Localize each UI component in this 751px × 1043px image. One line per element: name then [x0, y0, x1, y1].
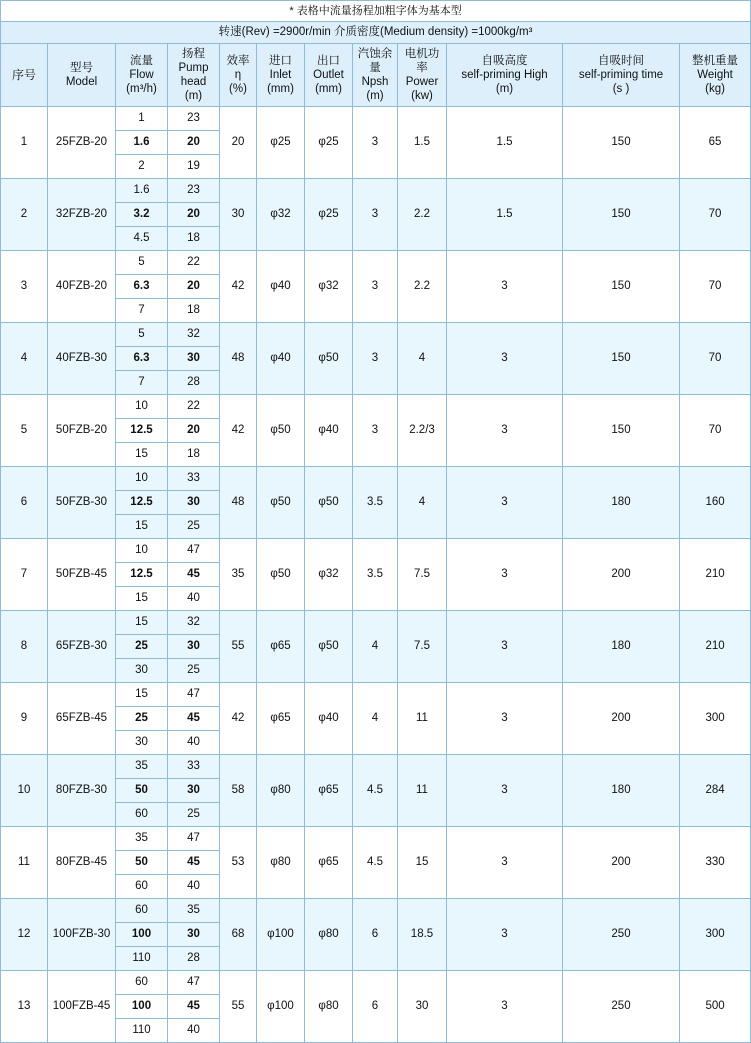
- cell-npsh: 3: [353, 106, 398, 178]
- cell-npsh: 3.5: [353, 466, 398, 538]
- cell-outlet: φ50: [305, 466, 353, 538]
- header-efficiency: [220, 43, 257, 106]
- cell-power: 1.5: [398, 106, 447, 178]
- cell-flow: 10: [116, 394, 168, 418]
- cell-flow: 6.3: [116, 346, 168, 370]
- cell-head: 45: [168, 994, 220, 1018]
- cell-model: 65FZB-45: [48, 682, 116, 754]
- cell-npsh: 3: [353, 250, 398, 322]
- cell-no: 10: [1, 754, 48, 826]
- cell-weight: 70: [680, 394, 751, 466]
- cell-priming-high: 3: [447, 322, 563, 394]
- cell-head: 25: [168, 658, 220, 682]
- header-power-en: Power: [405, 75, 439, 88]
- cell-flow: 100: [116, 922, 168, 946]
- cell-weight: 284: [680, 754, 751, 826]
- cell-head: 40: [168, 874, 220, 898]
- cell-flow: 60: [116, 898, 168, 922]
- cell-no: 5: [1, 394, 48, 466]
- cell-priming-time: 150: [563, 322, 680, 394]
- table-conditions-row: [1, 21, 751, 43]
- cell-flow: 10: [116, 538, 168, 562]
- header-weight: [680, 43, 751, 106]
- cell-head: 47: [168, 682, 220, 706]
- cell-npsh: 4.5: [353, 754, 398, 826]
- header-priming-time: [563, 43, 680, 106]
- cell-priming-high: 3: [447, 754, 563, 826]
- cell-flow: 12.5: [116, 490, 168, 514]
- cell-npsh: 3: [353, 178, 398, 250]
- cell-head: 35: [168, 898, 220, 922]
- cell-flow: 15: [116, 586, 168, 610]
- cell-flow: 15: [116, 514, 168, 538]
- table-row: [1, 754, 751, 778]
- cell-no: 2: [1, 178, 48, 250]
- cell-head: 25: [168, 802, 220, 826]
- cell-head: 40: [168, 586, 220, 610]
- cell-flow: 7: [116, 298, 168, 322]
- header-model-en: Model: [65, 75, 98, 88]
- cell-npsh: 4: [353, 610, 398, 682]
- cell-flow: 12.5: [116, 562, 168, 586]
- header-outlet-unit: (mm): [315, 82, 342, 95]
- cell-flow: 35: [116, 754, 168, 778]
- header-priming-high-cn: 自吸高度: [481, 54, 528, 67]
- cell-power: 4: [398, 466, 447, 538]
- cell-head: 33: [168, 466, 220, 490]
- cell-head: 45: [168, 706, 220, 730]
- cell-priming-time: 200: [563, 682, 680, 754]
- cell-flow: 25: [116, 706, 168, 730]
- cell-efficiency: 48: [220, 322, 257, 394]
- cell-no: 11: [1, 826, 48, 898]
- cell-priming-high: 3: [447, 538, 563, 610]
- cell-flow: 1.6: [116, 130, 168, 154]
- header-efficiency-cn: 效率: [226, 54, 250, 67]
- cell-head: 20: [168, 130, 220, 154]
- cell-head: 30: [168, 922, 220, 946]
- cell-outlet: φ40: [305, 394, 353, 466]
- header-inlet: [257, 43, 305, 106]
- cell-head: 20: [168, 202, 220, 226]
- cell-head: 18: [168, 442, 220, 466]
- cell-flow: 25: [116, 634, 168, 658]
- cell-priming-time: 250: [563, 970, 680, 1042]
- cell-weight: 300: [680, 898, 751, 970]
- cell-flow: 15: [116, 610, 168, 634]
- table-row: [1, 826, 751, 850]
- cell-power: 11: [398, 754, 447, 826]
- header-head-cn: 扬程: [182, 47, 205, 60]
- cell-inlet: φ80: [257, 754, 305, 826]
- cell-flow: 30: [116, 730, 168, 754]
- cell-inlet: φ32: [257, 178, 305, 250]
- header-priming-high-en: self-priming High: [461, 68, 548, 81]
- header-flow: [116, 43, 168, 106]
- cell-power: 2.2: [398, 178, 447, 250]
- cell-priming-high: 3: [447, 682, 563, 754]
- cell-flow: 50: [116, 850, 168, 874]
- cell-flow: 110: [116, 946, 168, 970]
- table-header-row: [1, 43, 751, 106]
- cell-weight: 70: [680, 322, 751, 394]
- cell-flow: 2: [116, 154, 168, 178]
- table-row: [1, 610, 751, 634]
- cell-head: 23: [168, 106, 220, 130]
- cell-head: 22: [168, 394, 220, 418]
- cell-no: 13: [1, 970, 48, 1042]
- cell-priming-high: 3: [447, 250, 563, 322]
- cell-inlet: φ50: [257, 538, 305, 610]
- cell-flow: 110: [116, 1018, 168, 1042]
- cell-flow: 100: [116, 994, 168, 1018]
- header-weight-cn: 整机重量: [692, 54, 739, 67]
- cell-npsh: 6: [353, 970, 398, 1042]
- cell-head: 40: [168, 730, 220, 754]
- header-priming-time-unit: (s ): [612, 82, 630, 95]
- cell-priming-time: 150: [563, 106, 680, 178]
- header-priming-high-unit: (m): [495, 82, 514, 95]
- cell-flow: 60: [116, 874, 168, 898]
- header-head-unit: (m): [184, 89, 203, 102]
- table-row: [1, 394, 751, 418]
- header-power: [398, 43, 447, 106]
- cell-priming-high: 1.5: [447, 178, 563, 250]
- cell-inlet: φ25: [257, 106, 305, 178]
- cell-flow: 1: [116, 106, 168, 130]
- cell-head: 47: [168, 538, 220, 562]
- cell-outlet: φ80: [305, 970, 353, 1042]
- header-head-en: Pump head: [178, 61, 209, 88]
- cell-power: 18.5: [398, 898, 447, 970]
- table-note-row: [1, 1, 751, 22]
- cell-efficiency: 58: [220, 754, 257, 826]
- cell-efficiency: 55: [220, 970, 257, 1042]
- cell-no: 3: [1, 250, 48, 322]
- cell-flow: 60: [116, 970, 168, 994]
- table-row: [1, 250, 751, 274]
- cell-priming-high: 3: [447, 610, 563, 682]
- cell-flow: 5: [116, 322, 168, 346]
- cell-model: 100FZB-45: [48, 970, 116, 1042]
- cell-inlet: φ65: [257, 610, 305, 682]
- header-no-cn: 序号: [11, 67, 36, 82]
- cell-head: 30: [168, 634, 220, 658]
- cell-model: 80FZB-45: [48, 826, 116, 898]
- cell-model: 25FZB-20: [48, 106, 116, 178]
- cell-weight: 160: [680, 466, 751, 538]
- header-weight-unit: (kg): [705, 82, 725, 95]
- cell-priming-high: 3: [447, 970, 563, 1042]
- cell-weight: 300: [680, 682, 751, 754]
- cell-head: 40: [168, 1018, 220, 1042]
- cell-efficiency: 42: [220, 394, 257, 466]
- cell-power: 2.2: [398, 250, 447, 322]
- header-priming-high: [447, 43, 563, 106]
- cell-outlet: φ65: [305, 826, 353, 898]
- cell-inlet: φ50: [257, 466, 305, 538]
- table-row: [1, 682, 751, 706]
- cell-flow: 7: [116, 370, 168, 394]
- cell-weight: 210: [680, 610, 751, 682]
- cell-model: 50FZB-30: [48, 466, 116, 538]
- cell-efficiency: 53: [220, 826, 257, 898]
- cell-head: 28: [168, 946, 220, 970]
- cell-weight: 210: [680, 538, 751, 610]
- table-row: [1, 538, 751, 562]
- cell-flow: 3.2: [116, 202, 168, 226]
- table-row: [1, 106, 751, 130]
- header-inlet-en: Inlet: [269, 68, 292, 81]
- header-power-unit: (kw): [411, 89, 433, 102]
- header-weight-en: Weight: [697, 68, 733, 81]
- cell-inlet: φ65: [257, 682, 305, 754]
- cell-power: 4: [398, 322, 447, 394]
- cell-power: 30: [398, 970, 447, 1042]
- cell-inlet: φ50: [257, 394, 305, 466]
- cell-efficiency: 30: [220, 178, 257, 250]
- cell-no: 1: [1, 106, 48, 178]
- cell-inlet: φ40: [257, 250, 305, 322]
- cell-weight: 65: [680, 106, 751, 178]
- cell-head: 20: [168, 418, 220, 442]
- header-efficiency-en: η: [234, 68, 242, 81]
- cell-npsh: 6: [353, 898, 398, 970]
- cell-efficiency: 42: [220, 682, 257, 754]
- table-row: [1, 898, 751, 922]
- cell-flow: 6.3: [116, 274, 168, 298]
- cell-npsh: 3.5: [353, 538, 398, 610]
- cell-no: 12: [1, 898, 48, 970]
- header-priming-time-en: self-priming time: [578, 68, 664, 81]
- cell-priming-time: 150: [563, 250, 680, 322]
- cell-flow: 60: [116, 802, 168, 826]
- cell-power: 11: [398, 682, 447, 754]
- cell-npsh: 4.5: [353, 826, 398, 898]
- header-model: [48, 43, 116, 106]
- cell-priming-high: 3: [447, 394, 563, 466]
- cell-power: 7.5: [398, 610, 447, 682]
- cell-head: 32: [168, 610, 220, 634]
- table-row: [1, 970, 751, 994]
- header-inlet-unit: (mm): [267, 82, 294, 95]
- cell-outlet: φ80: [305, 898, 353, 970]
- cell-priming-high: 3: [447, 466, 563, 538]
- cell-power: 15: [398, 826, 447, 898]
- cell-head: 18: [168, 298, 220, 322]
- cell-flow: 5: [116, 250, 168, 274]
- cell-priming-high: 3: [447, 898, 563, 970]
- cell-flow: 35: [116, 826, 168, 850]
- header-npsh: [353, 43, 398, 106]
- header-npsh-unit: (m): [366, 89, 384, 102]
- table-note: * 表格中流量扬程加粗字体为基本型: [1, 1, 751, 22]
- cell-head: 22: [168, 250, 220, 274]
- cell-priming-time: 250: [563, 898, 680, 970]
- cell-flow: 30: [116, 658, 168, 682]
- cell-head: 18: [168, 226, 220, 250]
- cell-no: 9: [1, 682, 48, 754]
- cell-head: 33: [168, 754, 220, 778]
- cell-npsh: 3: [353, 394, 398, 466]
- cell-efficiency: 55: [220, 610, 257, 682]
- cell-head: 25: [168, 514, 220, 538]
- cell-flow: 15: [116, 682, 168, 706]
- cell-inlet: φ100: [257, 898, 305, 970]
- table-row: [1, 466, 751, 490]
- cell-outlet: φ50: [305, 610, 353, 682]
- cell-efficiency: 48: [220, 466, 257, 538]
- cell-flow: 12.5: [116, 418, 168, 442]
- table-row: [1, 322, 751, 346]
- cell-inlet: φ40: [257, 322, 305, 394]
- cell-outlet: φ25: [305, 178, 353, 250]
- cell-priming-time: 180: [563, 610, 680, 682]
- cell-no: 6: [1, 466, 48, 538]
- cell-outlet: φ40: [305, 682, 353, 754]
- header-head: [168, 43, 220, 106]
- cell-head: 23: [168, 178, 220, 202]
- header-model-cn: 型号: [70, 61, 93, 74]
- cell-flow: 15: [116, 442, 168, 466]
- cell-priming-high: 1.5: [447, 106, 563, 178]
- header-outlet-cn: 出口: [317, 54, 340, 67]
- cell-model: 40FZB-30: [48, 322, 116, 394]
- cell-model: 50FZB-45: [48, 538, 116, 610]
- header-flow-unit: (m³/h): [126, 82, 157, 95]
- cell-model: 40FZB-20: [48, 250, 116, 322]
- table-conditions: 转速(Rev) =2900r/min 介质密度(Medium density) =1000kg/m³: [1, 21, 751, 43]
- cell-weight: 500: [680, 970, 751, 1042]
- cell-flow: 4.5: [116, 226, 168, 250]
- header-npsh-cn: 汽蚀余量: [357, 47, 393, 74]
- cell-head: 47: [168, 826, 220, 850]
- cell-head: 45: [168, 562, 220, 586]
- header-flow-cn: 流量: [130, 54, 153, 67]
- cell-model: 100FZB-30: [48, 898, 116, 970]
- cell-no: 7: [1, 538, 48, 610]
- cell-outlet: φ25: [305, 106, 353, 178]
- cell-priming-time: 150: [563, 394, 680, 466]
- cell-outlet: φ50: [305, 322, 353, 394]
- cell-head: 19: [168, 154, 220, 178]
- cell-priming-time: 150: [563, 178, 680, 250]
- cell-model: 65FZB-30: [48, 610, 116, 682]
- cell-power: 7.5: [398, 538, 447, 610]
- cell-efficiency: 42: [220, 250, 257, 322]
- cell-efficiency: 20: [220, 106, 257, 178]
- cell-head: 47: [168, 970, 220, 994]
- cell-priming-high: 3: [447, 826, 563, 898]
- cell-flow: 10: [116, 466, 168, 490]
- cell-inlet: φ100: [257, 970, 305, 1042]
- cell-model: 80FZB-30: [48, 754, 116, 826]
- cell-model: 32FZB-20: [48, 178, 116, 250]
- header-inlet-cn: 进口: [269, 54, 292, 67]
- cell-model: 50FZB-20: [48, 394, 116, 466]
- header-priming-time-cn: 自吸时间: [598, 54, 644, 67]
- cell-head: 30: [168, 778, 220, 802]
- cell-no: 4: [1, 322, 48, 394]
- cell-weight: 70: [680, 250, 751, 322]
- cell-power: 2.2/3: [398, 394, 447, 466]
- cell-head: 32: [168, 322, 220, 346]
- cell-head: 45: [168, 850, 220, 874]
- table-row: [1, 178, 751, 202]
- cell-efficiency: 35: [220, 538, 257, 610]
- header-no: [1, 43, 48, 106]
- cell-weight: 330: [680, 826, 751, 898]
- cell-npsh: 4: [353, 682, 398, 754]
- cell-weight: 70: [680, 178, 751, 250]
- cell-priming-time: 180: [563, 754, 680, 826]
- cell-npsh: 3: [353, 322, 398, 394]
- header-outlet: [305, 43, 353, 106]
- cell-priming-time: 200: [563, 826, 680, 898]
- cell-outlet: φ32: [305, 250, 353, 322]
- header-flow-en: Flow: [129, 68, 154, 81]
- cell-outlet: φ32: [305, 538, 353, 610]
- cell-head: 20: [168, 274, 220, 298]
- cell-flow: 1.6: [116, 178, 168, 202]
- cell-head: 28: [168, 370, 220, 394]
- cell-priming-time: 200: [563, 538, 680, 610]
- cell-no: 8: [1, 610, 48, 682]
- header-efficiency-unit: (%): [229, 82, 247, 95]
- header-outlet-en: Outlet: [313, 68, 344, 81]
- cell-inlet: φ80: [257, 826, 305, 898]
- cell-head: 30: [168, 346, 220, 370]
- header-npsh-en: Npsh: [361, 75, 389, 88]
- cell-priming-time: 180: [563, 466, 680, 538]
- cell-head: 30: [168, 490, 220, 514]
- cell-outlet: φ65: [305, 754, 353, 826]
- cell-efficiency: 68: [220, 898, 257, 970]
- cell-flow: 50: [116, 778, 168, 802]
- header-power-cn: 电机功率: [404, 47, 440, 74]
